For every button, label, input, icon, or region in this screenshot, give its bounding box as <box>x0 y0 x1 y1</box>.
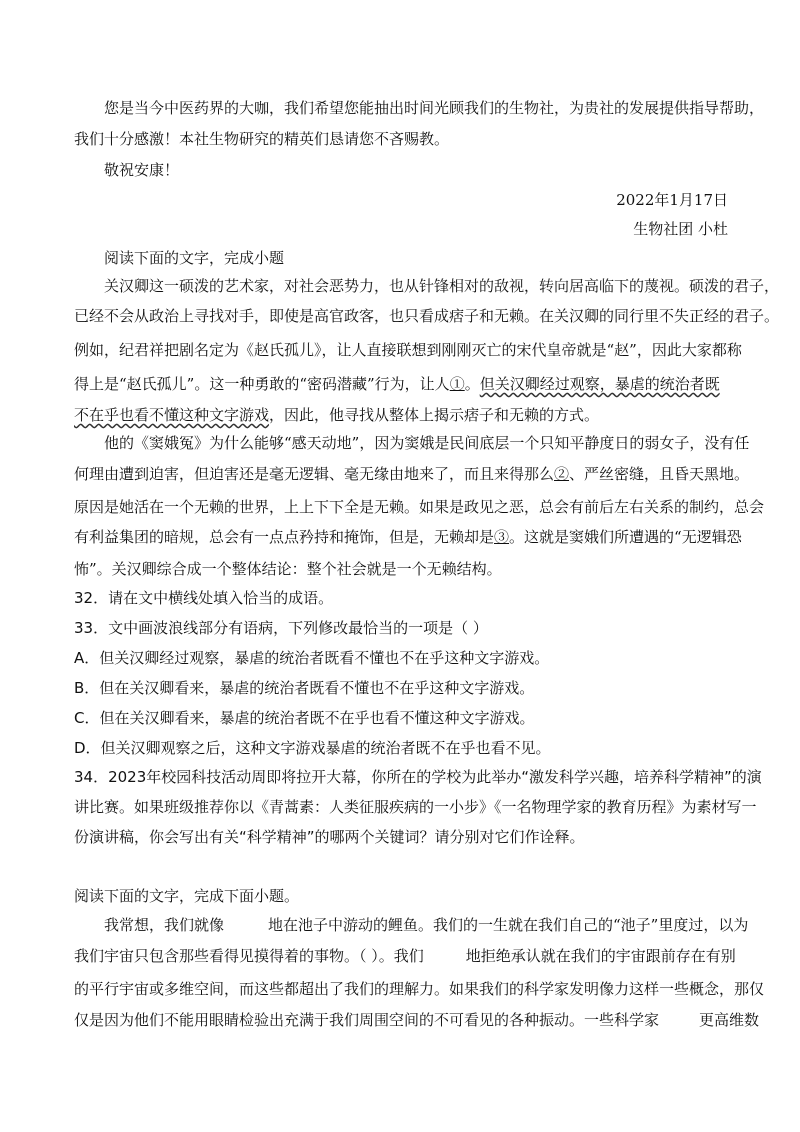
text-segment: 得上是“赵氏孤儿”。这一种勇敢的“密码潜藏”行为，让人 <box>74 375 450 393</box>
passage-line <box>74 373 728 395</box>
blank-3: ③ <box>494 528 510 546</box>
letter-signature: 生物社团 小杜 <box>633 220 728 238</box>
text-segment: 我们宇宙只包含那些看得见摸得着的事物。（ ）。我们 <box>74 947 424 965</box>
option-d: D．但关汉卿观察之后，这种文字游戏暴虐的统治者既不在乎也看不见。 <box>74 739 551 757</box>
question-34-cont: 讲比赛。如果班级推荐你以《青蒿素：人类征服疾病的一小步》《一名物理学家的教育历程》为素材写一 <box>74 798 757 816</box>
text-segment: 、严丝密缝，且昏天黑地。 <box>569 465 750 483</box>
text-segment: 地拒绝承认就在我们的宇宙跟前存在有别 <box>465 947 736 965</box>
question-32: 32．请在文中横线处填入恰当的成语。 <box>74 589 334 607</box>
text-segment: 。这就是窦娥们所遭遇的“无逻辑恐 <box>509 528 742 546</box>
letter-line: 您是当今中医药界的大咖，我们希望您能抽出时间光顾我们的生物社，为贵社的发展提供指导帮助， <box>104 99 765 117</box>
letter-closing: 敬祝安康！ <box>104 161 180 179</box>
text-segment: 更高维数 <box>699 1011 760 1029</box>
passage-line <box>104 914 749 936</box>
text-segment: 有利益集团的暗规，总会有一点点矜持和掩饰，但是，无赖却是 <box>74 528 495 546</box>
passage-line: 已经不会从政治上寻找对手，即使是高官政客，也只看成痞子和无赖。在关汉卿的同行里不失正经的君子。 <box>74 307 780 325</box>
passage-line <box>74 463 750 485</box>
letter-line: 我们十分感激！本社生物研究的精英们恳请您不吝赐教。 <box>74 130 450 148</box>
option-b: B．但在关汉卿看来，暴虐的统治者既看不懂也不在乎这种文字游戏。 <box>74 679 535 697</box>
text-segment: 地在池子中游动的鲤鱼。我们的一生就在我们自己的“池子”里度过，以为 <box>268 916 749 934</box>
option-a: A．但关汉卿经过观察，暴虐的统治者既看不懂也不在乎这种文字游戏。 <box>74 649 550 667</box>
question-34: 34．2023年校园科技活动周即将拉开大幕，你所在的学校为此举办“激发科学兴趣，培养科学精神”的演 <box>74 768 762 786</box>
text-segment: 我常想，我们就像 <box>104 916 225 934</box>
passage-line <box>74 526 742 548</box>
passage-line <box>74 945 736 967</box>
fill-blank <box>224 914 268 936</box>
blank-1: ① <box>449 375 465 393</box>
passage-intro: 阅读下面的文字，完成小题 <box>104 249 285 267</box>
blank-2: ② <box>554 465 570 483</box>
text-segment: 何理由遭到迫害，但迫害还是毫无逻辑、毫无缘由地来了，而且来得那么 <box>74 465 555 483</box>
passage-line: 例如，纪君祥把剧名定为《赵氏孤儿》，让人直接联想到刚刚灭亡的宋代皇帝就是“赵”，因此大家都称 <box>74 341 742 359</box>
question-33: 33．文中画波浪线部分有语病，下列修改最恰当的一项是（ ） <box>74 619 488 637</box>
question-34-cont: 份演讲稿，你会写出有关“科学精神”的哪两个关键词？请分别对它们作诠释。 <box>74 828 585 846</box>
letter-date: 2022年1月17日 <box>616 191 728 209</box>
passage-line <box>74 1009 760 1031</box>
passage-line <box>74 404 728 426</box>
passage-line: 怖”。关汉卿综合成一个整体结论：整个社会就是一个无赖结构。 <box>74 560 502 578</box>
passage-line: 的平行宇宙或多维空间，而这些都超出了我们的理解力。如果我们的科学家发明像力这样一些概念，那仅 <box>74 980 765 998</box>
fill-blank <box>424 945 466 967</box>
passage-line: 原因是她活在一个无赖的世界，上上下下全是无赖。如果是政见之恶，总会有前后左右关系的制约，总会 <box>74 498 765 516</box>
text-segment: ，因此，他寻找从整体上揭示痞子和无赖的方式。 <box>269 406 600 424</box>
passage-line: 关汉卿这一硕泼的艺术家，对社会恶势力，也从针锋相对的敌视，转向居高临下的蔑视。硕泼的君子， <box>104 277 780 295</box>
text-segment: 仅是因为他们不能用眼睛检验出充满于我们周围空间的不可看见的各种振动。一些科学家 <box>74 1011 660 1029</box>
passage-line: 他的《窦娥冤》为什么能够“感天动地”，因为窦娥是民间底层一个只知平静度日的弱女子，没有任 <box>104 434 750 452</box>
text-segment: 。 <box>464 375 480 393</box>
wavy-underlined-text: 不在乎也看不懂这种文字游戏 <box>74 406 270 424</box>
fill-blank <box>659 1009 699 1031</box>
option-c: C．但在关汉卿看来，暴虐的统治者既不在乎也看不懂这种文字游戏。 <box>74 709 535 727</box>
passage-intro: 阅读下面的文字，完成下面小题。 <box>74 887 300 905</box>
wavy-underlined-text: 但关汉卿经过观察，暴虐的统治者既 <box>479 375 720 393</box>
